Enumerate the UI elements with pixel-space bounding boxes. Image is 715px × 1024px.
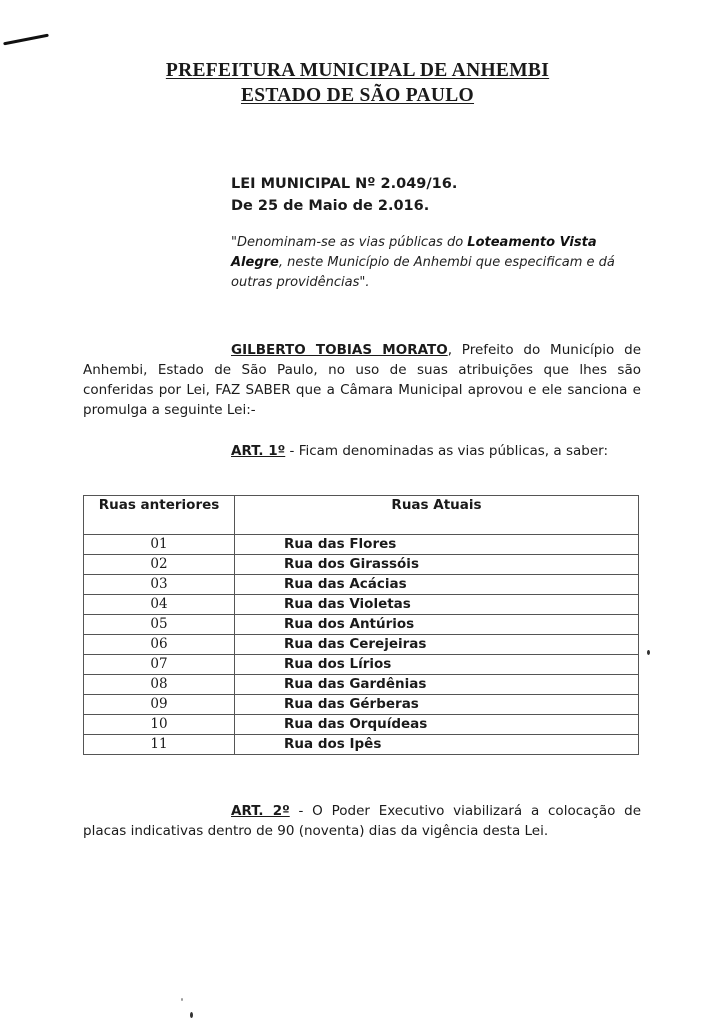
table-row	[84, 695, 639, 715]
table-row	[84, 655, 639, 675]
article-2-paragraph	[83, 801, 641, 841]
old-street-number: 02	[84, 555, 235, 575]
table-row	[84, 595, 639, 615]
old-street-number: 03	[84, 575, 235, 595]
current-street-name: Rua dos Antúrios	[235, 615, 639, 635]
law-identification	[231, 173, 457, 217]
old-street-number: 07	[84, 655, 235, 675]
column-header-old-streets: Ruas anteriores	[84, 496, 235, 535]
old-street-number: 09	[84, 695, 235, 715]
preamble-paragraph	[83, 340, 641, 420]
header-municipality: PREFEITURA MUNICIPAL DE ANHEMBI	[165, 60, 550, 81]
column-header-current-streets: Ruas Atuais	[235, 496, 639, 535]
scan-speck	[181, 998, 183, 1001]
old-street-number: 01	[84, 535, 235, 555]
table-row	[84, 675, 639, 695]
article-1-text: - Ficam denominadas as vias públicas, a saber:	[285, 443, 608, 459]
current-street-name: Rua das Orquídeas	[235, 715, 639, 735]
current-street-name: Rua dos Girassóis	[235, 555, 639, 575]
old-street-number: 05	[84, 615, 235, 635]
old-street-number: 08	[84, 675, 235, 695]
summary-text-start: "Denominam-se as vias públicas do	[231, 235, 468, 250]
current-street-name: Rua das Violetas	[235, 595, 639, 615]
table-row	[84, 635, 639, 655]
scan-speck	[190, 1012, 193, 1018]
current-street-name: Rua das Acácias	[235, 575, 639, 595]
article-1-label: ART. 1º	[231, 443, 286, 459]
table-row	[84, 555, 639, 575]
old-street-number: 10	[84, 715, 235, 735]
street-names-table	[83, 495, 639, 755]
law-date: De 25 de Maio de 2.016.	[231, 198, 430, 214]
header-state: ESTADO DE SÃO PAULO	[240, 85, 475, 106]
summary-subdivision-name: Loteamento Vista Alegre	[231, 235, 597, 270]
current-street-name: Rua das Cerejeiras	[235, 635, 639, 655]
table-row	[84, 615, 639, 635]
mayor-name: GILBERTO TOBIAS MORATO	[231, 342, 448, 358]
law-summary	[231, 233, 643, 293]
preamble-text: , Prefeito do Município de Anhembi, Estado de São Paulo, no uso de suas atribuições que lhes são conferidas por Lei, FAZ SABER que a Câmara Municipal aprovou e ele sanciona e promulga a seguinte Lei:-	[83, 342, 641, 418]
scan-speck	[647, 650, 650, 655]
current-street-name: Rua das Flores	[235, 535, 639, 555]
table-row	[84, 575, 639, 595]
summary-text-end: , neste Município de Anhembi que especificam e dá outras providências".	[231, 255, 615, 290]
old-street-number: 06	[84, 635, 235, 655]
old-street-number: 04	[84, 595, 235, 615]
table-row	[84, 735, 639, 755]
current-street-name: Rua das Gérberas	[235, 695, 639, 715]
article-2-label: ART. 2º	[231, 803, 290, 819]
pen-stroke-mark	[3, 34, 49, 46]
law-number: LEI MUNICIPAL Nº 2.049/16.	[231, 176, 458, 192]
current-street-name: Rua das Gardênias	[235, 675, 639, 695]
table-row	[84, 535, 639, 555]
table-row	[84, 715, 639, 735]
table-header-row	[84, 496, 639, 535]
article-2-text: - O Poder Executivo viabilizará a colocação de placas indicativas dentro de 90 (noventa) dias da vigência desta Lei.	[83, 803, 642, 839]
old-street-number: 11	[84, 735, 235, 755]
current-street-name: Rua dos Lírios	[235, 655, 639, 675]
current-street-name: Rua dos Ipês	[235, 735, 639, 755]
article-1-paragraph	[83, 441, 641, 461]
document-header	[0, 58, 715, 108]
